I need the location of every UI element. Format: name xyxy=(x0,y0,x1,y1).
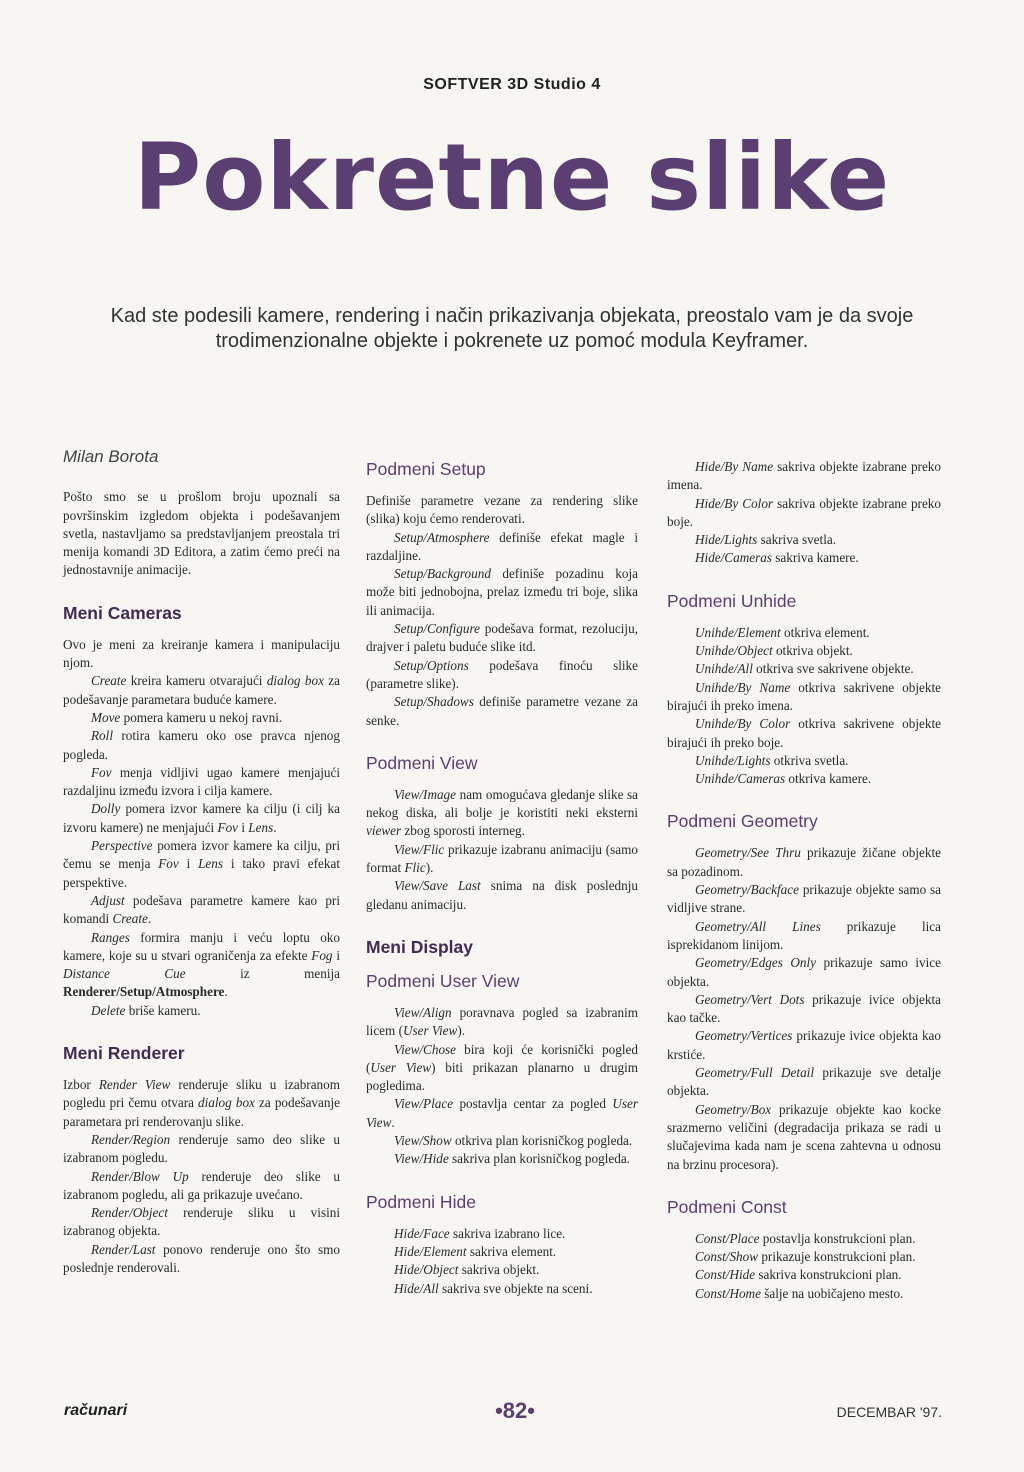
paragraph: Perspective pomera izvor kamere ka cilju, pri čemu se menja Fov i Lens i tako pravi efekat perspektive. xyxy=(63,838,340,890)
heading-podmeni-user-view: Podmeni User View xyxy=(366,970,520,991)
paragraph: Ranges formira manju i veću loptu oko kamere, koje su u stvari ograničenja za efekte Fog i Distance Cue iz menija Renderer/Setup/Atmosphere. xyxy=(63,929,341,1000)
paragraph: View/Show otkriva plan korisničkog pogleda. xyxy=(394,1133,633,1149)
paragraph: Geometry/See Thru prikazuje žičane objekte sa pozadinom. xyxy=(667,845,941,879)
paragraph: Hide/All sakriva sve objekte na sceni. xyxy=(394,1280,593,1296)
paragraph: Hide/Object sakriva objekt. xyxy=(394,1262,540,1278)
paragraph: Adjust podešava parametre kamere kao pri komandi Create. xyxy=(63,892,340,927)
paragraph: Unihde/Cameras otkriva kamere. xyxy=(695,771,872,787)
paragraph: Delete briše kameru. xyxy=(91,1002,201,1018)
column-1 xyxy=(63,448,340,1277)
heading-meni-cameras: Meni Cameras xyxy=(63,602,182,623)
paragraph: Render/Object renderuje sliku u visini izabranog objekta. xyxy=(63,1205,340,1239)
page-number: •82• xyxy=(495,1398,535,1423)
paragraph: Unihde/By Name otkriva sakrivene objekte birajući ih preko imena. xyxy=(667,679,941,713)
paragraph: View/Place postavlja centar za pogled User View. xyxy=(366,1096,638,1130)
paragraph: Hide/By Name sakriva objekte izabrane preko imena. xyxy=(667,459,941,493)
paragraph: Geometry/Box prikazuje objekte kao kocke srazmerno veličini (degradacija prikaza se radi u slučajevima kada nam je scena zahtevna u odnosu na brzinu procesora). xyxy=(667,1101,941,1172)
intro-paragraph: Pošto smo se u prošlom broju upoznali sa površinskim izgledom objekta i podešavanjem svetla, nastavljamo sa predstavljanjem preostala tri menija komandi 3D Editora, a zatim ćemo preći na jednostavnije animacije. xyxy=(63,489,340,578)
heading-podmeni-setup: Podmeni Setup xyxy=(366,459,486,479)
paragraph: Hide/Lights sakriva svetla. xyxy=(695,532,837,548)
column-3 xyxy=(667,458,941,1303)
article-lead: Kad ste podesili kamere, rendering i način prikazivanja objekata, preostalo vam je da svoje trodimenzionalne objekte i pokrenete uz pomoć modula Keyframer. xyxy=(110,305,914,352)
paragraph: Dolly pomera izvor kamere ka cilju (i cilj ka izvoru kamere) ne menjajući Fov i Lens. xyxy=(63,801,340,835)
paragraph: View/Image nam omogućava gledanje slike sa nekog diska, ali bolje je koristiti neki eksterni viewer zbog sporosti interneg. xyxy=(366,786,638,839)
issue-date: DECEMBAR '97. xyxy=(836,1404,942,1420)
section-header: SOFTVER 3D Studio 4 xyxy=(423,76,601,93)
paragraph: Geometry/Edges Only prikazuje samo ivice objekta. xyxy=(667,955,941,989)
paragraph: Move pomera kameru u nekoj ravni. xyxy=(91,709,283,725)
paragraph: Const/Hide sakriva konstrukcioni plan. xyxy=(695,1267,902,1283)
paragraph: View/Save Last snima na disk poslednju gledanu animaciju. xyxy=(366,878,639,912)
paragraph: Render/Region renderuje samo deo slike u izabranom pogledu. xyxy=(63,1131,340,1166)
heading-meni-renderer: Meni Renderer xyxy=(63,1043,185,1064)
heading-podmeni-unhide: Podmeni Unhide xyxy=(667,590,797,611)
paragraph: Hide/Element sakriva element. xyxy=(394,1243,557,1259)
heading-podmeni-geometry: Podmeni Geometry xyxy=(667,811,818,832)
paragraph: Render/Last ponovo renderuje ono što smo poslednje renderovali. xyxy=(63,1241,340,1275)
paragraph: Create kreira kameru otvarajući dialog box za podešavanje parametara buduće kamere. xyxy=(63,673,340,707)
paragraph: Izbor Render View renderuje sliku u izabranom pogledu pri čemu otvara dialog box za podešavanje parametara pri renderovanju slike. xyxy=(63,1077,340,1129)
paragraph: Const/Place postavlja konstrukcioni plan. xyxy=(695,1230,916,1246)
magazine-name: računari xyxy=(64,1402,128,1419)
column-2 xyxy=(366,458,638,1298)
paragraph: Setup/Background definiše pozadinu koja može biti jednobojna, prelaz između tri boje, slika ili animacija. xyxy=(366,566,638,618)
paragraph: Setup/Configure podešava format, rezoluciju, drajver i paletu buduće slike itd. xyxy=(366,621,638,655)
paragraph: View/Align poravnava pogled sa izabranim licem (User View). xyxy=(366,1004,638,1039)
paragraph: Const/Home šalje na uobičajeno mesto. xyxy=(695,1285,904,1301)
paragraph: Const/Show prikazuje konstrukcioni plan. xyxy=(695,1249,916,1265)
article-title: Pokretne slike xyxy=(133,124,891,231)
paragraph: Fov menja vidljivi ugao kamere menjajući razdaljinu između izvora i cilja kamere. xyxy=(63,764,340,799)
heading-podmeni-view: Podmeni View xyxy=(366,752,478,773)
paragraph: Unihde/Object otkriva objekt. xyxy=(695,643,853,659)
paragraph: Geometry/Full Detail prikazuje sve detalje objekta. xyxy=(667,1065,941,1099)
paragraph: Geometry/Vert Dots prikazuje ivice objekta kao tačke. xyxy=(667,991,941,1026)
paragraph: Setup/Shadows definiše parametre vezane za senke. xyxy=(366,694,638,728)
heading-podmeni-hide: Podmeni Hide xyxy=(366,1191,476,1212)
paragraph: Setup/Options podešava finoću slike (parametre slike). xyxy=(366,657,638,691)
paragraph: Geometry/Backface prikazuje objekte samo sa vidljive strane. xyxy=(667,882,941,916)
paragraph: Unihde/Element otkriva element. xyxy=(695,624,870,640)
paragraph: Roll rotira kameru oko ose pravca njenog pogleda. xyxy=(63,728,340,762)
paragraph: Unihde/By Color otkriva sakrivene objekte birajući ih preko boje. xyxy=(667,716,941,750)
paragraph: Geometry/All Lines prikazuje lica isprekidanom linijom. xyxy=(667,918,941,952)
author-name: Milan Borota xyxy=(63,447,159,466)
paragraph: Geometry/Vertices prikazuje ivice objekta kao krstiće. xyxy=(667,1028,941,1062)
paragraph: Unihde/All otkriva sve sakrivene objekte. xyxy=(695,661,914,677)
paragraph: Unihde/Lights otkriva svetla. xyxy=(695,752,849,768)
heading-podmeni-const: Podmeni Const xyxy=(667,1196,787,1217)
heading-meni-display: Meni Display xyxy=(366,936,473,957)
paragraph: View/Flic prikazuje izabranu animaciju (samo format Flic). xyxy=(366,841,638,876)
paragraph: View/Hide sakriva plan korisničkog pogleda. xyxy=(394,1151,630,1167)
paragraph: Ovo je meni za kreiranje kamera i manipulaciju njom. xyxy=(63,636,340,671)
paragraph: Hide/Face sakriva izabrano lice. xyxy=(394,1225,566,1241)
paragraph: Definiše parametre vezane za rendering slike (slika) koju ćemo renderovati. xyxy=(366,493,638,527)
paragraph: View/Chose bira koji će korisnički pogled (User View) biti prikazan planarno u drugim pogledima. xyxy=(366,1041,639,1094)
paragraph: Render/Blow Up renderuje deo slike u izabranom pogledu, ali ga prikazuje uvećano. xyxy=(63,1168,340,1202)
paragraph: Setup/Atmosphere definiše efekat magle i razdaljine. xyxy=(366,529,638,563)
paragraph: Hide/By Color sakriva objekte izabrane preko boje. xyxy=(667,495,941,529)
paragraph: Hide/Cameras sakriva kamere. xyxy=(695,550,859,566)
